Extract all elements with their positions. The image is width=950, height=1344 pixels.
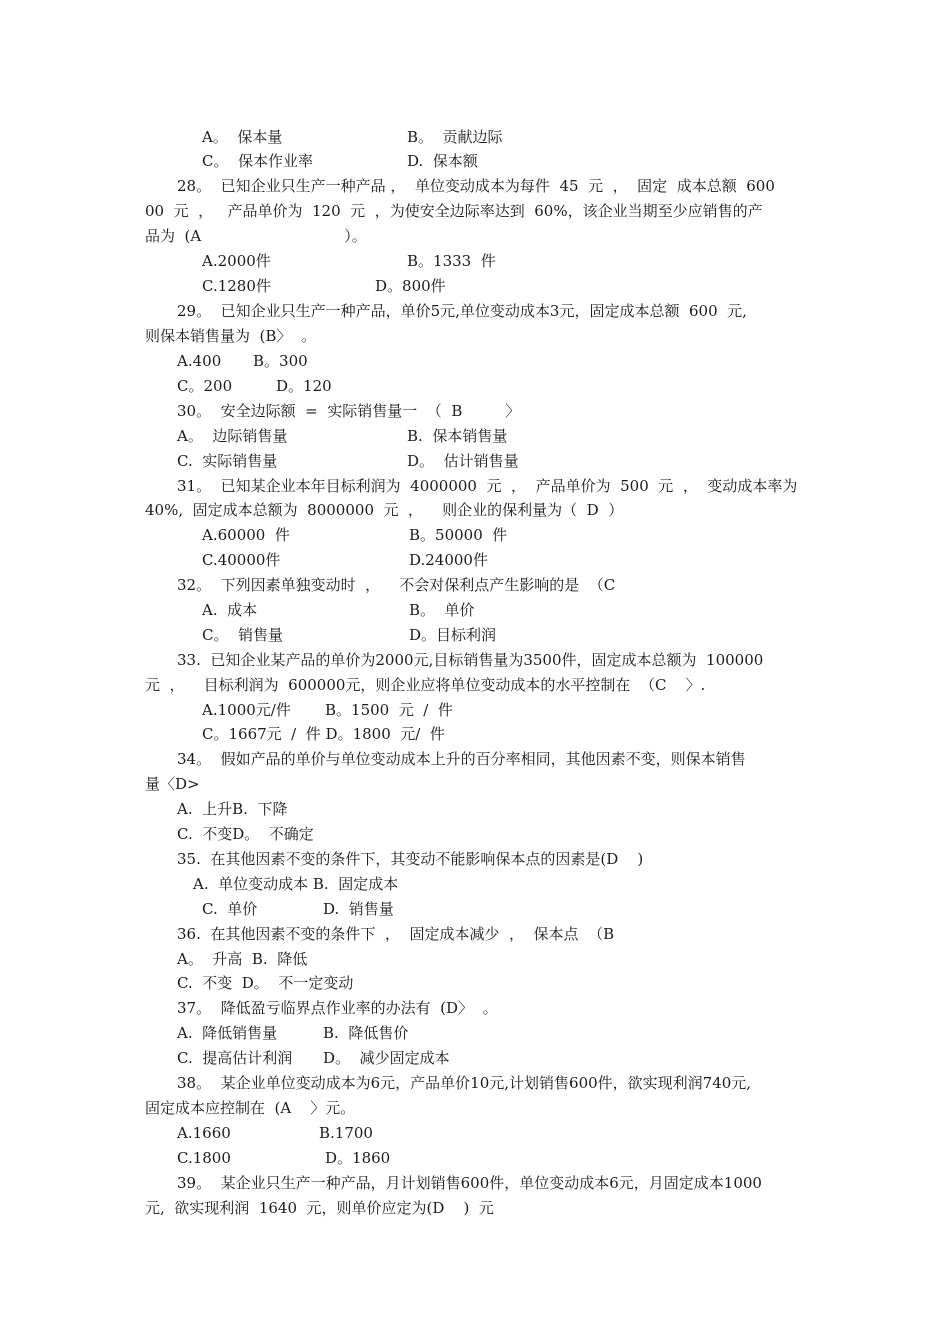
q34-options-a-b: A. 上升B. 下降 bbox=[177, 800, 288, 818]
q33-option-b: B。1500 元 / 件 bbox=[325, 701, 453, 719]
q33-question-line-1: 33. 已知企业某产品的单价为2000元,目标销售量为3500件，固定成本总额为 100000 bbox=[177, 651, 764, 669]
q35-options-a-b: A. 单位变动成本 B. 固定成本 bbox=[193, 875, 399, 893]
q27-option-c: C。 保本作业率 bbox=[202, 152, 314, 170]
q30-option-c: C. 实际销售量 bbox=[177, 452, 278, 470]
q37-question-line-1: 37。 降低盈亏临界点作业率的办法有 (D〉 。 bbox=[177, 999, 498, 1017]
q28-question-line-3: 品为 (A ）。 bbox=[145, 227, 367, 245]
q35-question-line-1: 35. 在其他因素不变的条件下，其变动不能影响保本点的因素是(D ) bbox=[177, 850, 644, 868]
q29-question-line-1: 29。 已知企业只生产一种产品，单价5元,单位变动成本3元，固定成本总额 600 元, bbox=[177, 302, 747, 320]
q28-question-line-1: 28。 已知企业只生产一种产品 ， 单位变动成本为每件 45 元 ， 固定 成本总额 600 bbox=[177, 177, 775, 195]
q36-question-line-1: 36. 在其他因素不变的条件下 ， 固定成本减少 ， 保本点 （B bbox=[177, 925, 615, 943]
q30-option-d: D。 估计销售量 bbox=[407, 452, 519, 470]
q33-options-c-d: C。1667元 / 件 D。1800 元/ 件 bbox=[202, 725, 445, 743]
q29-option-b: B。300 bbox=[253, 352, 308, 370]
q32-option-d: D。目标利润 bbox=[409, 626, 497, 644]
q31-question-line-2: 40%, 固定成本总额为 8000000 元 ， 则企业的保利量为（ D ） bbox=[145, 501, 624, 519]
q31-option-d: D.24000件 bbox=[409, 551, 488, 569]
q33-option-a: A.1000元/件 bbox=[202, 701, 291, 719]
q29-option-d: D。120 bbox=[276, 377, 332, 395]
q28-question-line-2: 00 元 ， 产品单价为 120 元 ，为使安全边际率达到 60%，该企业当期至少应销售的产 bbox=[145, 202, 763, 220]
q30-option-a: A。 边际销售量 bbox=[177, 427, 288, 445]
q28-option-b: B。1333 件 bbox=[407, 252, 496, 270]
q37-option-c: C. 提高估计利润 bbox=[177, 1049, 293, 1067]
q37-option-d: D。 减少固定成本 bbox=[323, 1049, 450, 1067]
q28-option-a: A.2000件 bbox=[202, 252, 271, 270]
q38-option-c: C.1800 bbox=[177, 1149, 231, 1167]
q34-options-c-d: C. 不变D。 不确定 bbox=[177, 825, 314, 843]
q27-option-a: A。 保本量 bbox=[202, 128, 283, 146]
q31-option-c: C.40000件 bbox=[202, 551, 281, 569]
q29-option-a: A.400 bbox=[177, 352, 222, 370]
q34-question-line-1: 34。 假如产品的单价与单位变动成本上升的百分率相同，其他因素不变，则保本销售 bbox=[177, 750, 746, 768]
q39-question-line-2: 元, 欲实现利润 1640 元，则单价应定为(D ) 元 bbox=[145, 1199, 494, 1217]
q38-option-d: D。1860 bbox=[325, 1149, 391, 1167]
q37-option-b: B. 降低售价 bbox=[323, 1024, 409, 1042]
q29-question-line-2: 则保本销售量为 (B〉 。 bbox=[145, 327, 316, 345]
q33-question-line-2: 元 ， 目标利润为 600000元，则企业应将单位变动成本的水平控制在 （C 〉. bbox=[145, 676, 706, 694]
q34-question-line-2: 量〈D> bbox=[145, 775, 200, 793]
q31-question-line-1: 31。 已知某企业本年目标利润为 4000000 元 ， 产品单价为 500 元 ， 变动成本率为 bbox=[177, 477, 798, 495]
q38-option-b: B.1700 bbox=[319, 1124, 373, 1142]
q38-option-a: A.1660 bbox=[177, 1124, 231, 1142]
q31-option-a: A.60000 件 bbox=[202, 526, 290, 544]
q35-option-c: C. 单价 bbox=[202, 900, 258, 918]
q37-option-a: A. 降低销售量 bbox=[177, 1024, 278, 1042]
q27-option-d: D. 保本额 bbox=[407, 152, 478, 170]
q30-option-b: B. 保本销售量 bbox=[407, 427, 508, 445]
q38-question-line-1: 38。 某企业单位变动成本为6元，产品单价10元,计划销售600件，欲实现利润740元, bbox=[177, 1074, 752, 1092]
q32-option-c: C。 销售量 bbox=[202, 626, 284, 644]
q27-option-b: B。 贡献边际 bbox=[407, 128, 503, 146]
q36-options-c-d: C. 不变 D。 不一定变动 bbox=[177, 974, 354, 992]
q38-question-line-2: 固定成本应控制在 (A 〉元。 bbox=[145, 1099, 356, 1117]
q32-option-a: A. 成本 bbox=[202, 601, 258, 619]
q30-question-line-1: 30。 安全边际额 = 实际销售量一 （ B 〉 bbox=[177, 402, 521, 420]
q36-options-a-b: A。 升高 B. 降低 bbox=[177, 950, 308, 968]
q28-option-c: C.1280件 bbox=[202, 277, 271, 295]
q28-option-d: D。800件 bbox=[375, 277, 446, 295]
q29-option-c: C。200 bbox=[177, 377, 233, 395]
q39-question-line-1: 39。 某企业只生产一种产品，月计划销售600件，单位变动成本6元，月固定成本1000 bbox=[177, 1174, 762, 1192]
q31-option-b: B。50000 件 bbox=[409, 526, 508, 544]
q32-question-line-1: 32。 下列因素单独变动时 ， 不会对保利点产生影响的是 （C bbox=[177, 576, 616, 594]
q35-option-d: D. 销售量 bbox=[323, 900, 394, 918]
q32-option-b: B。 单价 bbox=[409, 601, 475, 619]
